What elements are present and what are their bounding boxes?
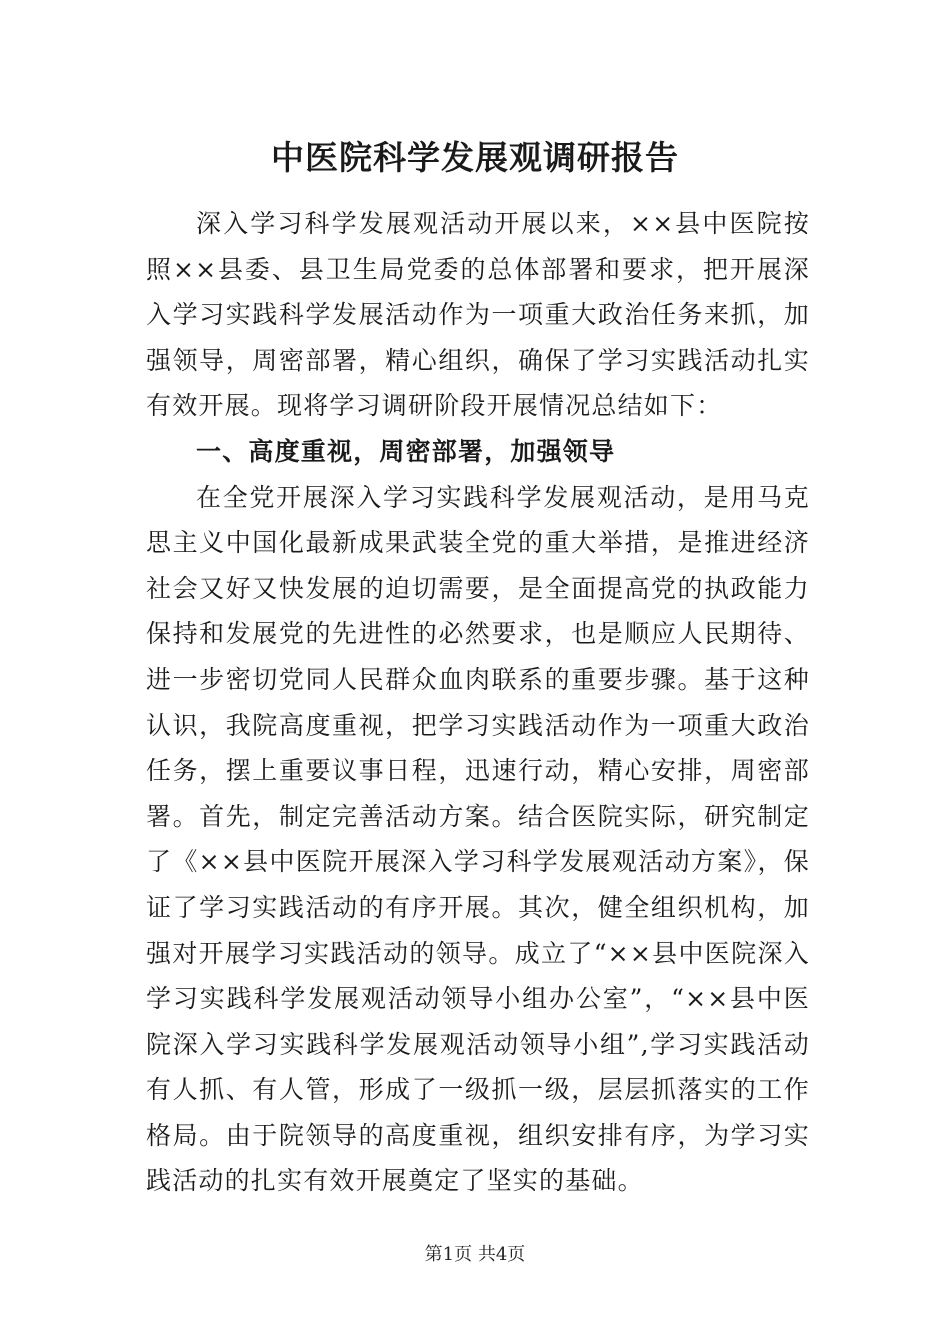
document-body — [146, 201, 810, 1204]
intro-paragraph: 深入学习科学发展观活动开展以来，××县中医院按照××县委、县卫生局党委的总体部署和要求，把开展深入学习实践科学发展活动作为一项重大政治任务来抓，加强领导，周密部署，精心组织，确保了学习实践活动扎实有效开展。现将学习调研阶段开展情况总结如下： — [146, 209, 810, 421]
section-heading: 一、高度重视，周密部署，加强领导 — [196, 436, 616, 466]
section-paragraph: 在全党开展深入学习实践科学发展观活动，是用马克思主义中国化最新成果武装全党的重大举措，是推进经济社会又好又快发展的迫切需要，是全面提高党的执政能力保持和发展党的先进性的必然要求，也是顺应人民期待、进一步密切党同人民群众血肉联系的重要步骤。基于这种认识，我院高度重视，把学习实践活动作为一项重大政治任务，摆上重要议事日程，迅速行动，精心安排，周密部署。首先，制定完善活动方案。结合医院实际，研究制定了《××县中医院开展深入学习科学发展观活动方案》，保证了学习实践活动的有序开展。其次，健全组织机构，加强对开展学习实践活动的领导。成立了“××县中医院深入学习实践科学发展观活动领导小组办公室”，“××县中医院深入学习实践科学发展观活动领导小组”,学习实践活动有人抓、有人管，形成了一级抓一级，层层抓落实的工作格局。由于院领导的高度重视，组织安排有序，为学习实践活动的扎实有效开展奠定了坚实的基础。 — [146, 482, 810, 1196]
document-title: 中医院科学发展观调研报告 — [271, 138, 679, 177]
page-footer: 第1页 共4页 — [424, 1244, 526, 1265]
